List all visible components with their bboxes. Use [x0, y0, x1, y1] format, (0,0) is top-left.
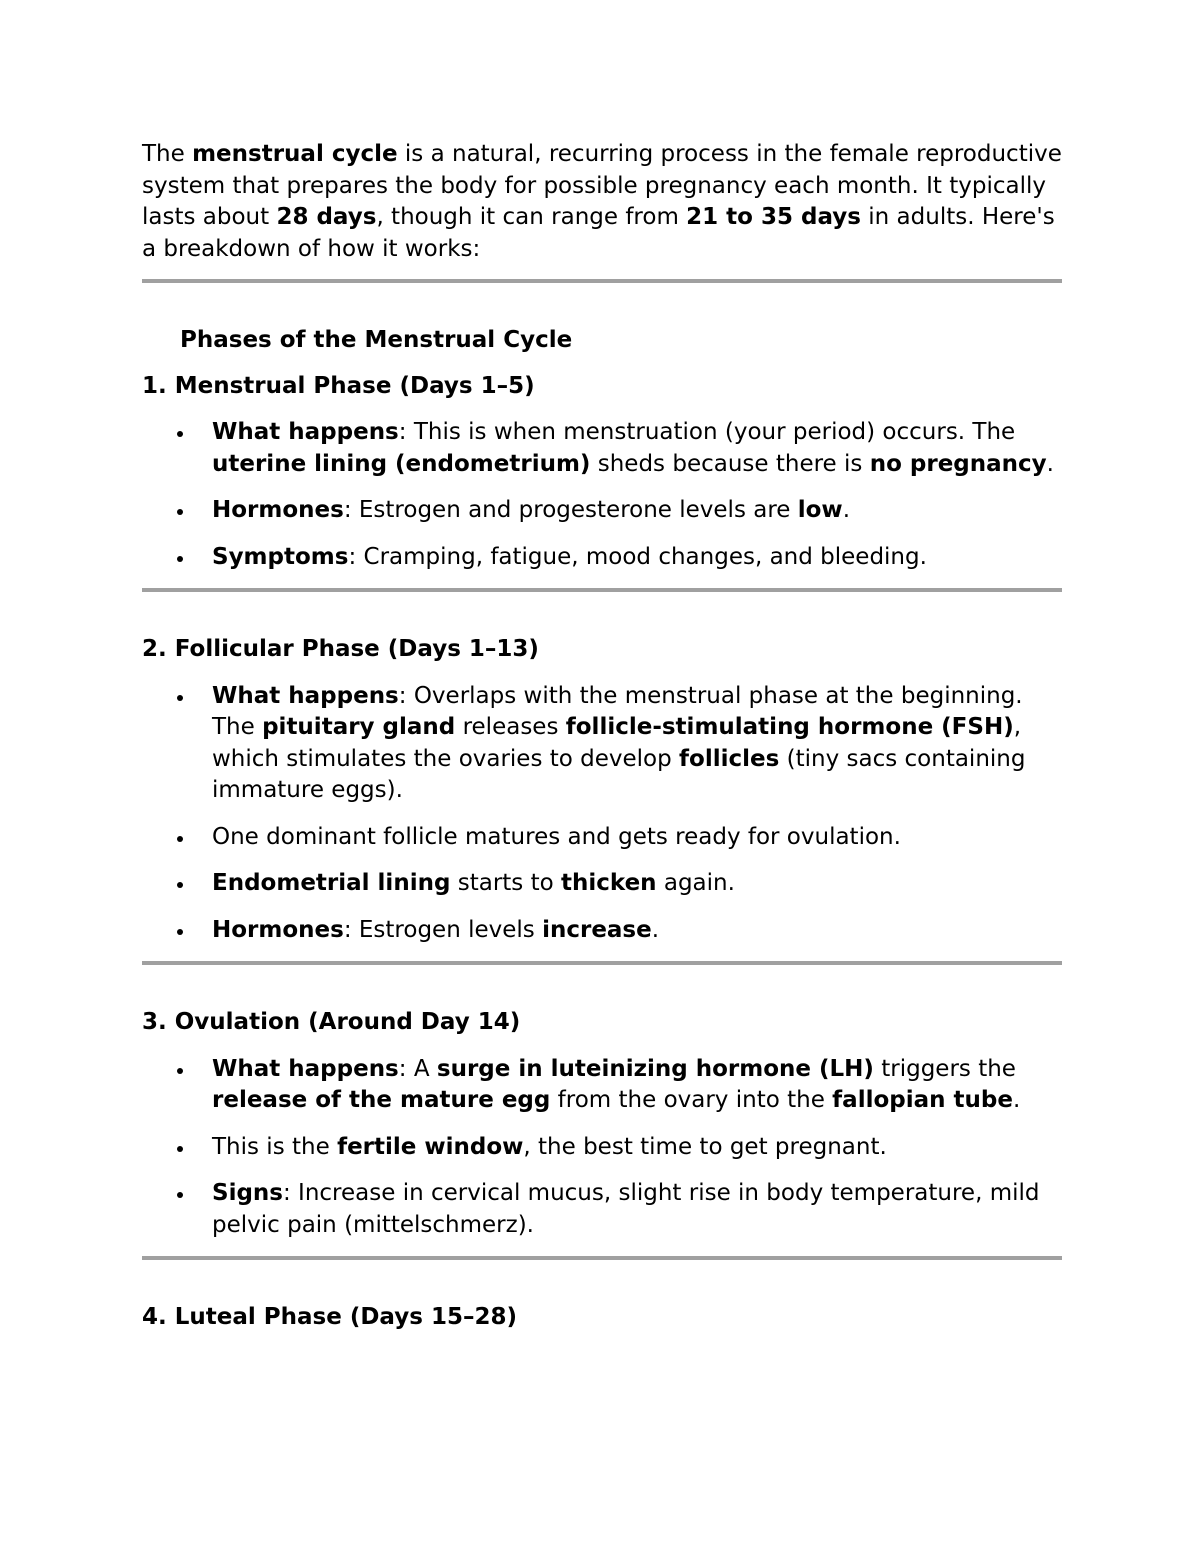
horizontal-rule: [142, 588, 1062, 592]
list-item: Endometrial lining starts to thicken again.: [142, 868, 1062, 900]
horizontal-rule: [142, 279, 1062, 283]
list-item: One dominant follicle matures and gets ready for ovulation.: [142, 822, 1062, 854]
list-item: What happens: A surge in luteinizing hormone (LH) triggers the release of the mature egg from the ovary into the fallopian tube.: [142, 1054, 1062, 1117]
list-item: What happens: This is when menstruation (your period) occurs. The uterine lining (endometrium) sheds because there is no pregnancy.: [142, 417, 1062, 480]
menstrual-phase-list: [142, 417, 1062, 573]
document-page: [142, 139, 1062, 1349]
list-item: Symptoms: Cramping, fatigue, mood changes, and bleeding.: [142, 542, 1062, 574]
horizontal-rule: [142, 1256, 1062, 1260]
section-subheading: Phases of the Menstrual Cycle: [180, 327, 573, 353]
phase-title-menstrual: 1. Menstrual Phase (Days 1–5): [142, 372, 535, 399]
list-item: This is the fertile window, the best time to get pregnant.: [142, 1132, 1062, 1164]
list-item: Signs: Increase in cervical mucus, slight rise in body temperature, mild pelvic pain (mittelschmerz).: [142, 1178, 1062, 1241]
intro-paragraph: The menstrual cycle is a natural, recurring process in the female reproductive system that prepares the body for possible pregnancy each month. It typically lasts about 28 days, though it can range from 21 to 35 days in adults. Here's a breakdown of how it works:: [142, 141, 1062, 262]
phase-title-follicular: 2. Follicular Phase (Days 1–13): [142, 636, 539, 662]
ovulation-phase-list: [142, 1054, 1062, 1242]
list-item: Hormones: Estrogen and progesterone levels are low.: [142, 495, 1062, 527]
follicular-phase-list: [142, 681, 1062, 947]
phase-title-ovulation: 3. Ovulation (Around Day 14): [142, 1009, 521, 1035]
phase-title-luteal: 4. Luteal Phase (Days 15–28): [142, 1304, 517, 1330]
list-item: What happens: Overlaps with the menstrual phase at the beginning. The pituitary gland releases follicle-stimulating hormone (FSH), which stimulates the ovaries to develop follicles (tiny sacs containing immature eggs).: [142, 681, 1062, 807]
horizontal-rule: [142, 961, 1062, 965]
list-item: Hormones: Estrogen levels increase.: [142, 915, 1062, 947]
